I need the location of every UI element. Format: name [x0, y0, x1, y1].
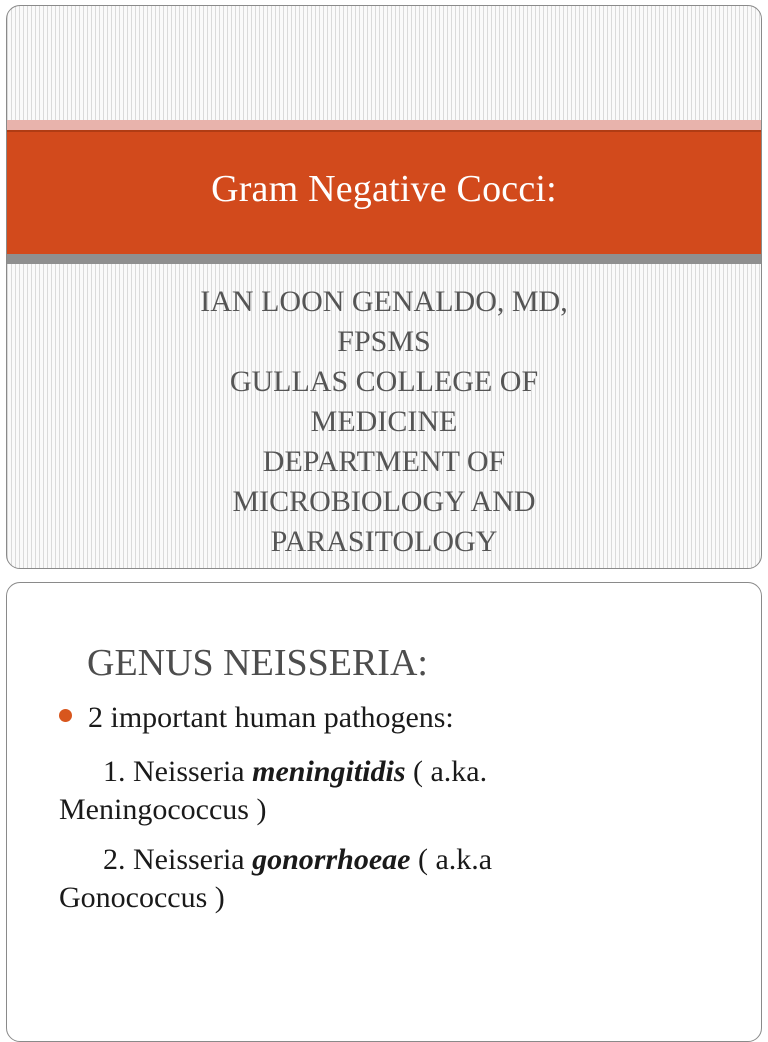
author-line: PARASITOLOGY: [270, 525, 498, 558]
author-line: FPSMS: [337, 325, 431, 358]
pathogen-alias: Meningococcus ): [59, 793, 267, 826]
pathogen-alias-open: ( a.k.a: [410, 843, 493, 876]
pathogen-item: [59, 753, 487, 829]
slide-heading: GENUS NEISSERIA:: [87, 642, 428, 684]
pathogen-alias: Gonococcus ): [59, 881, 225, 914]
title-band: [7, 130, 761, 256]
pathogen-species: gonorrhoeae: [252, 843, 411, 876]
slide-title: Gram Negative Cocci:: [211, 168, 557, 210]
author-block: [7, 282, 761, 562]
accent-bar-bottom: [7, 254, 761, 264]
pathogen-alias-open: ( a.ka.: [405, 755, 488, 788]
author-line: DEPARTMENT OF: [262, 445, 506, 478]
pathogen-item: [59, 841, 492, 917]
bullet-item: [59, 701, 454, 735]
pathogen-prefix: 1. Neisseria: [103, 755, 253, 788]
content-slide: [6, 582, 762, 1042]
accent-bar-top: [7, 120, 761, 130]
pathogen-species: meningitidis: [252, 755, 406, 788]
bullet-dot-icon: [59, 709, 72, 722]
author-line: GULLAS COLLEGE OF: [229, 365, 539, 398]
author-line: MICROBIOLOGY AND: [232, 485, 536, 518]
pathogen-prefix: 2. Neisseria: [103, 843, 253, 876]
author-line: IAN LOON GENALDO, MD,: [200, 285, 568, 318]
title-slide: [6, 5, 762, 569]
author-line: MEDICINE: [310, 405, 458, 438]
bullet-text: 2 important human pathogens:: [88, 701, 454, 734]
